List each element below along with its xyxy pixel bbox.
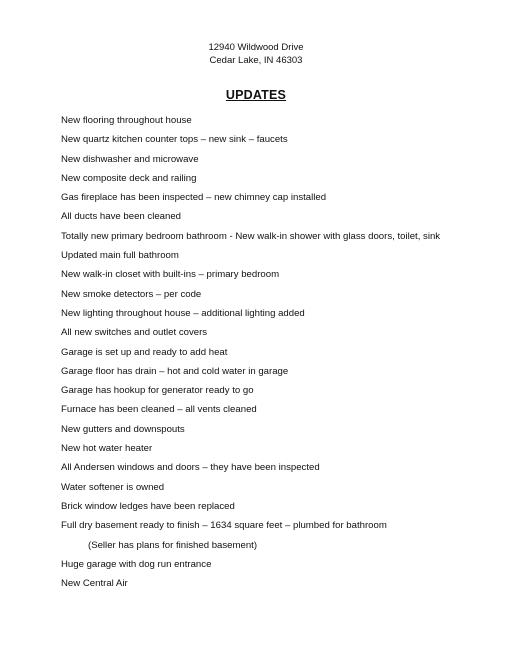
update-item-note: (Seller has plans for finished basement) — [88, 539, 258, 551]
update-item: New walk-in closet with built-ins – primary bedroom — [61, 269, 280, 281]
address-city-state-zip: Cedar Lake, IN 46303 — [209, 55, 303, 66]
update-item: New gutters and downspouts — [61, 423, 185, 435]
update-item: New quartz kitchen counter tops – new sink – faucets — [61, 134, 288, 146]
update-item: Garage is set up and ready to add heat — [61, 346, 228, 358]
update-item: All new switches and outlet covers — [61, 327, 208, 339]
update-item: New smoke detectors – per code — [61, 288, 202, 300]
update-item: Updated main full bathroom — [61, 250, 179, 262]
update-item: Furnace has been cleaned – all vents cleaned — [61, 404, 257, 416]
property-address — [0, 41, 512, 67]
update-item: Totally new primary bedroom bathroom - New walk-in shower with glass doors, toilet, sink — [61, 230, 441, 242]
updates-list — [61, 111, 440, 593]
update-item: Water softener is owned — [61, 481, 165, 493]
update-item: All ducts have been cleaned — [61, 211, 182, 223]
update-item: Full dry basement ready to finish – 1634 square feet – plumbed for bathroom — [61, 520, 387, 532]
update-item: New hot water heater — [61, 443, 153, 455]
update-item: Garage floor has drain – hot and cold water in garage — [61, 365, 289, 377]
update-item: New Central Air — [61, 578, 128, 590]
update-item: New flooring throughout house — [61, 115, 192, 126]
page-title: UPDATES — [225, 88, 287, 102]
update-item: Gas fireplace has been inspected – new chimney cap installed — [61, 192, 327, 204]
update-item: Huge garage with dog run entrance — [61, 558, 212, 570]
update-item: New composite deck and railing — [61, 172, 197, 184]
update-item: Brick window ledges have been replaced — [61, 500, 235, 512]
address-street: 12940 Wildwood Drive — [208, 42, 304, 53]
update-item: All Andersen windows and doors – they have been inspected — [61, 462, 320, 474]
update-item: Garage has hookup for generator ready to go — [61, 385, 254, 397]
update-item: New lighting throughout house – additional lighting added — [61, 307, 305, 319]
update-item: New dishwasher and microwave — [61, 153, 199, 165]
